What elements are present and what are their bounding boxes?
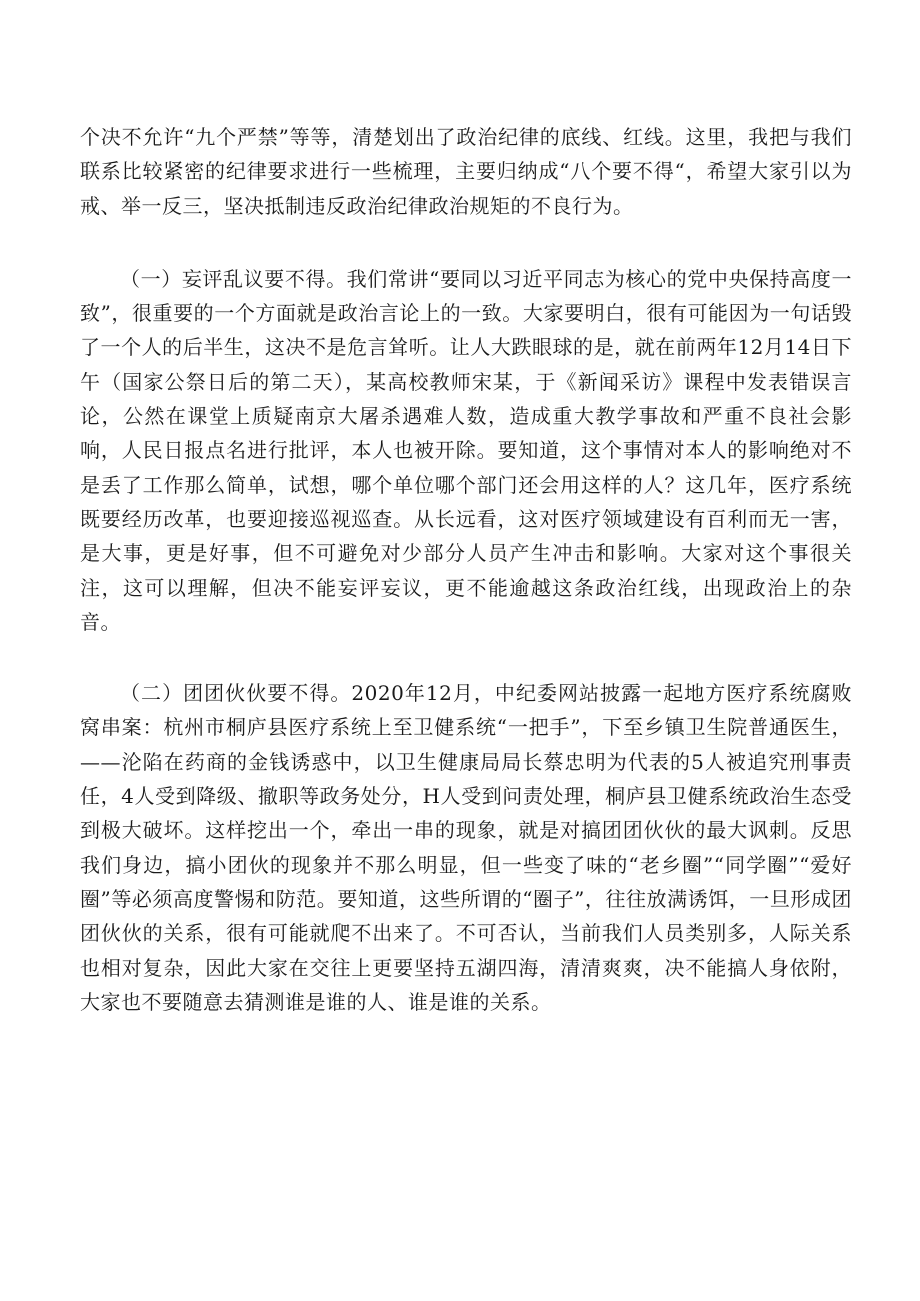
document-page <box>80 120 852 1019</box>
paragraph-section-two: （二）团团伙伙要不得。2020年12月，中纪委网站披露一起地方医疗系统腐败窝串案：杭州市桐庐县医疗系统上至卫健系统“一把手”，下至乡镇卫生院普通医生，——沦陷在药商的金钱诱惑中，以卫生健康局局长蔡忠明为代表的5人被追究刑事责任，4人受到降级、撤职等政务处分，H人受到问责处理，桐庐县卫健系统政治生态受到极大破坏。这样挖出一个，牵出一串的现象，就是对搞团团伙伙的最大讽刺。反思我们身边，搞小团伙的现象并不那么明显，但一些变了味的“老乡圈”“同学圈”“爱好圈”等必须高度警惕和防范。要知道，这些所谓的“圈子”，往往放满诱饵，一旦形成团团伙伙的关系，很有可能就爬不出来了。不可否认，当前我们人员类别多，人际关系也相对复杂，因此大家在交往上更要坚持五湖四海，清清爽爽，决不能搞人身依附，大家也不要随意去猜测谁是谁的人、谁是谁的关系。 <box>80 681 852 1014</box>
paragraph-intro: 个决不允许“九个严禁”等等，清楚划出了政治纪律的底线、红线。这里，我把与我们联系比较紧密的纪律要求进行一些梳理，主要归纳成“八个要不得“，希望大家引以为戒、举一反三，坚决抵制违反政治纪律政治规矩的不良行为。 <box>80 125 852 218</box>
paragraph-section-one: （一）妄评乱议要不得。我们常讲“要同以习近平同志为核心的党中央保持高度一致”，很重要的一个方面就是政治言论上的一致。大家要明白，很有可能因为一句话毁了一个人的后半生，这决不是危言耸听。让人大跌眼球的是，就在前两年12月14日下午（国家公祭日后的第二天），某高校教师宋某，于《新闻采访》课程中发表错误言论，公然在课堂上质疑南京大屠杀遇难人数，造成重大教学事故和严重不良社会影响，人民日报点名进行批评，本人也被开除。要知道，这个事情对本人的影响绝对不是丢了工作那么简单，试想，哪个单位哪个部门还会用这样的人？这几年，医疗系统既要经历改革，也要迎接巡视巡查。从长远看，这对医疗领域建设有百利而无一害，是大事，更是好事，但不可避免对少部分人员产生冲击和影响。大家对这个事很关注，这可以理解，但决不能妄评妄议，更不能逾越这条政治红线，出现政治上的杂音。 <box>80 266 852 634</box>
